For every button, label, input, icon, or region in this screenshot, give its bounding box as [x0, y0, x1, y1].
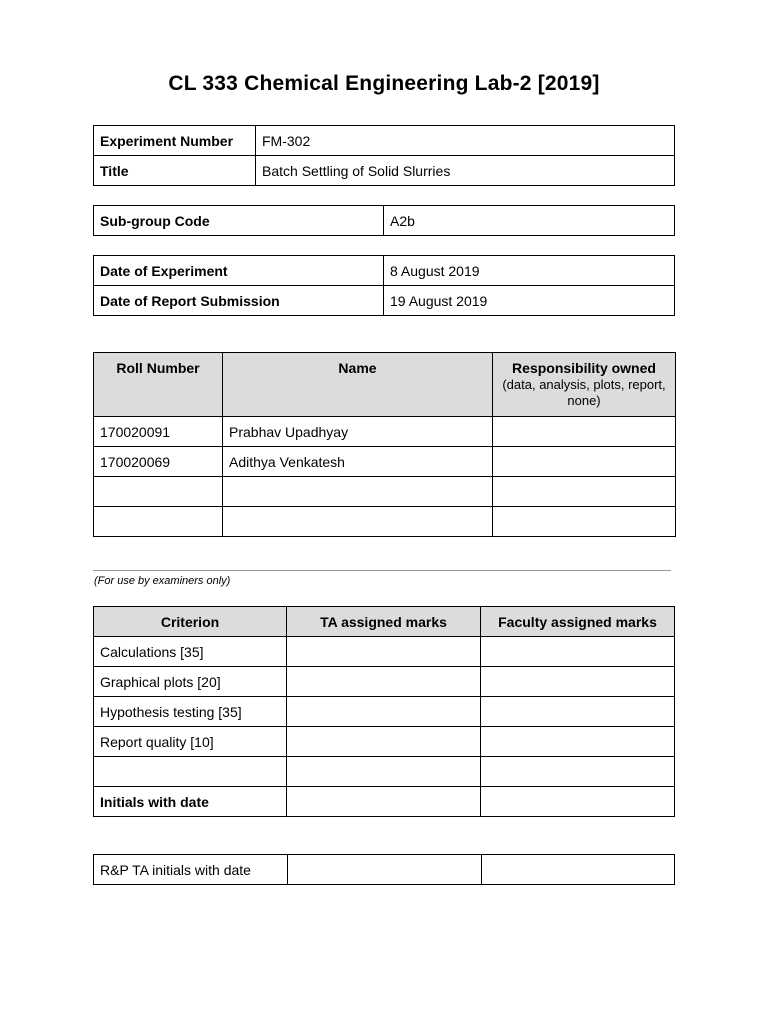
- experiment-number-label: Experiment Number: [94, 126, 256, 156]
- faculty-marks-cell: [481, 697, 675, 727]
- rp-label: R&P TA initials with date: [94, 855, 288, 885]
- examiner-note: (For use by examiners only): [94, 575, 231, 587]
- table-row: [94, 126, 675, 156]
- table-row: [94, 727, 675, 757]
- criterion-cell: [94, 757, 287, 787]
- table-row: [94, 256, 675, 286]
- name-cell: [223, 507, 493, 537]
- initials-row: [94, 787, 675, 817]
- rp-cell: [288, 855, 482, 885]
- table-row: [94, 447, 676, 477]
- document-title: CL 333 Chemical Engineering Lab-2 [2019]: [168, 72, 600, 95]
- responsibility-cell: [493, 417, 676, 447]
- responsibility-header-sub: (data, analysis, plots, report, none): [502, 377, 666, 408]
- roll-number-cell: 170020091: [94, 417, 223, 447]
- subgroup-label: Sub-group Code: [94, 206, 384, 236]
- criterion-cell: Graphical plots [20]: [94, 667, 287, 697]
- table-row: [94, 417, 676, 447]
- subgroup-table: [93, 205, 675, 236]
- ta-marks-cell: [287, 757, 481, 787]
- marks-table: [93, 606, 675, 817]
- rp-table: [93, 854, 675, 885]
- members-header-row: [94, 353, 676, 417]
- faculty-marks-cell: [481, 757, 675, 787]
- ta-marks-cell: [287, 697, 481, 727]
- responsibility-header: [493, 353, 676, 417]
- responsibility-cell: [493, 477, 676, 507]
- date-experiment-label: Date of Experiment: [94, 256, 384, 286]
- ta-marks-cell: [287, 637, 481, 667]
- ta-marks-cell: [287, 667, 481, 697]
- criterion-cell: Hypothesis testing [35]: [94, 697, 287, 727]
- roll-number-cell: [94, 507, 223, 537]
- faculty-marks-header: Faculty assigned marks: [481, 607, 675, 637]
- table-row: [94, 477, 676, 507]
- date-submission-label: Date of Report Submission: [94, 286, 384, 316]
- date-experiment-value: 8 August 2019: [384, 256, 675, 286]
- criterion-cell: Report quality [10]: [94, 727, 287, 757]
- table-row: [94, 697, 675, 727]
- table-row: [94, 855, 675, 885]
- name-cell: [223, 477, 493, 507]
- criterion-cell: Calculations [35]: [94, 637, 287, 667]
- responsibility-cell: [493, 447, 676, 477]
- rp-cell: [482, 855, 675, 885]
- roll-number-cell: 170020069: [94, 447, 223, 477]
- subgroup-value: A2b: [384, 206, 675, 236]
- divider-line: [93, 570, 671, 571]
- table-row: [94, 667, 675, 697]
- faculty-marks-cell: [481, 637, 675, 667]
- faculty-marks-cell: [481, 667, 675, 697]
- title-value: Batch Settling of Solid Slurries: [256, 156, 675, 186]
- faculty-initials-cell: [481, 787, 675, 817]
- table-row: [94, 637, 675, 667]
- ta-marks-header: TA assigned marks: [287, 607, 481, 637]
- ta-initials-cell: [287, 787, 481, 817]
- initials-label: Initials with date: [94, 787, 287, 817]
- name-cell: Adithya Venkatesh: [223, 447, 493, 477]
- responsibility-header-label: Responsibility owned: [512, 360, 656, 376]
- responsibility-cell: [493, 507, 676, 537]
- date-submission-value: 19 August 2019: [384, 286, 675, 316]
- roll-number-header: Roll Number: [94, 353, 223, 417]
- members-table: [93, 352, 676, 537]
- ta-marks-cell: [287, 727, 481, 757]
- name-header: Name: [223, 353, 493, 417]
- roll-number-cell: [94, 477, 223, 507]
- criterion-header: Criterion: [94, 607, 287, 637]
- marks-header-row: [94, 607, 675, 637]
- table-row: [94, 156, 675, 186]
- table-row: [94, 206, 675, 236]
- experiment-number-value: FM-302: [256, 126, 675, 156]
- experiment-table: [93, 125, 675, 186]
- faculty-marks-cell: [481, 727, 675, 757]
- table-row: [94, 507, 676, 537]
- title-label: Title: [94, 156, 256, 186]
- name-cell: Prabhav Upadhyay: [223, 417, 493, 447]
- dates-table: [93, 255, 675, 316]
- table-row: [94, 286, 675, 316]
- table-row: [94, 757, 675, 787]
